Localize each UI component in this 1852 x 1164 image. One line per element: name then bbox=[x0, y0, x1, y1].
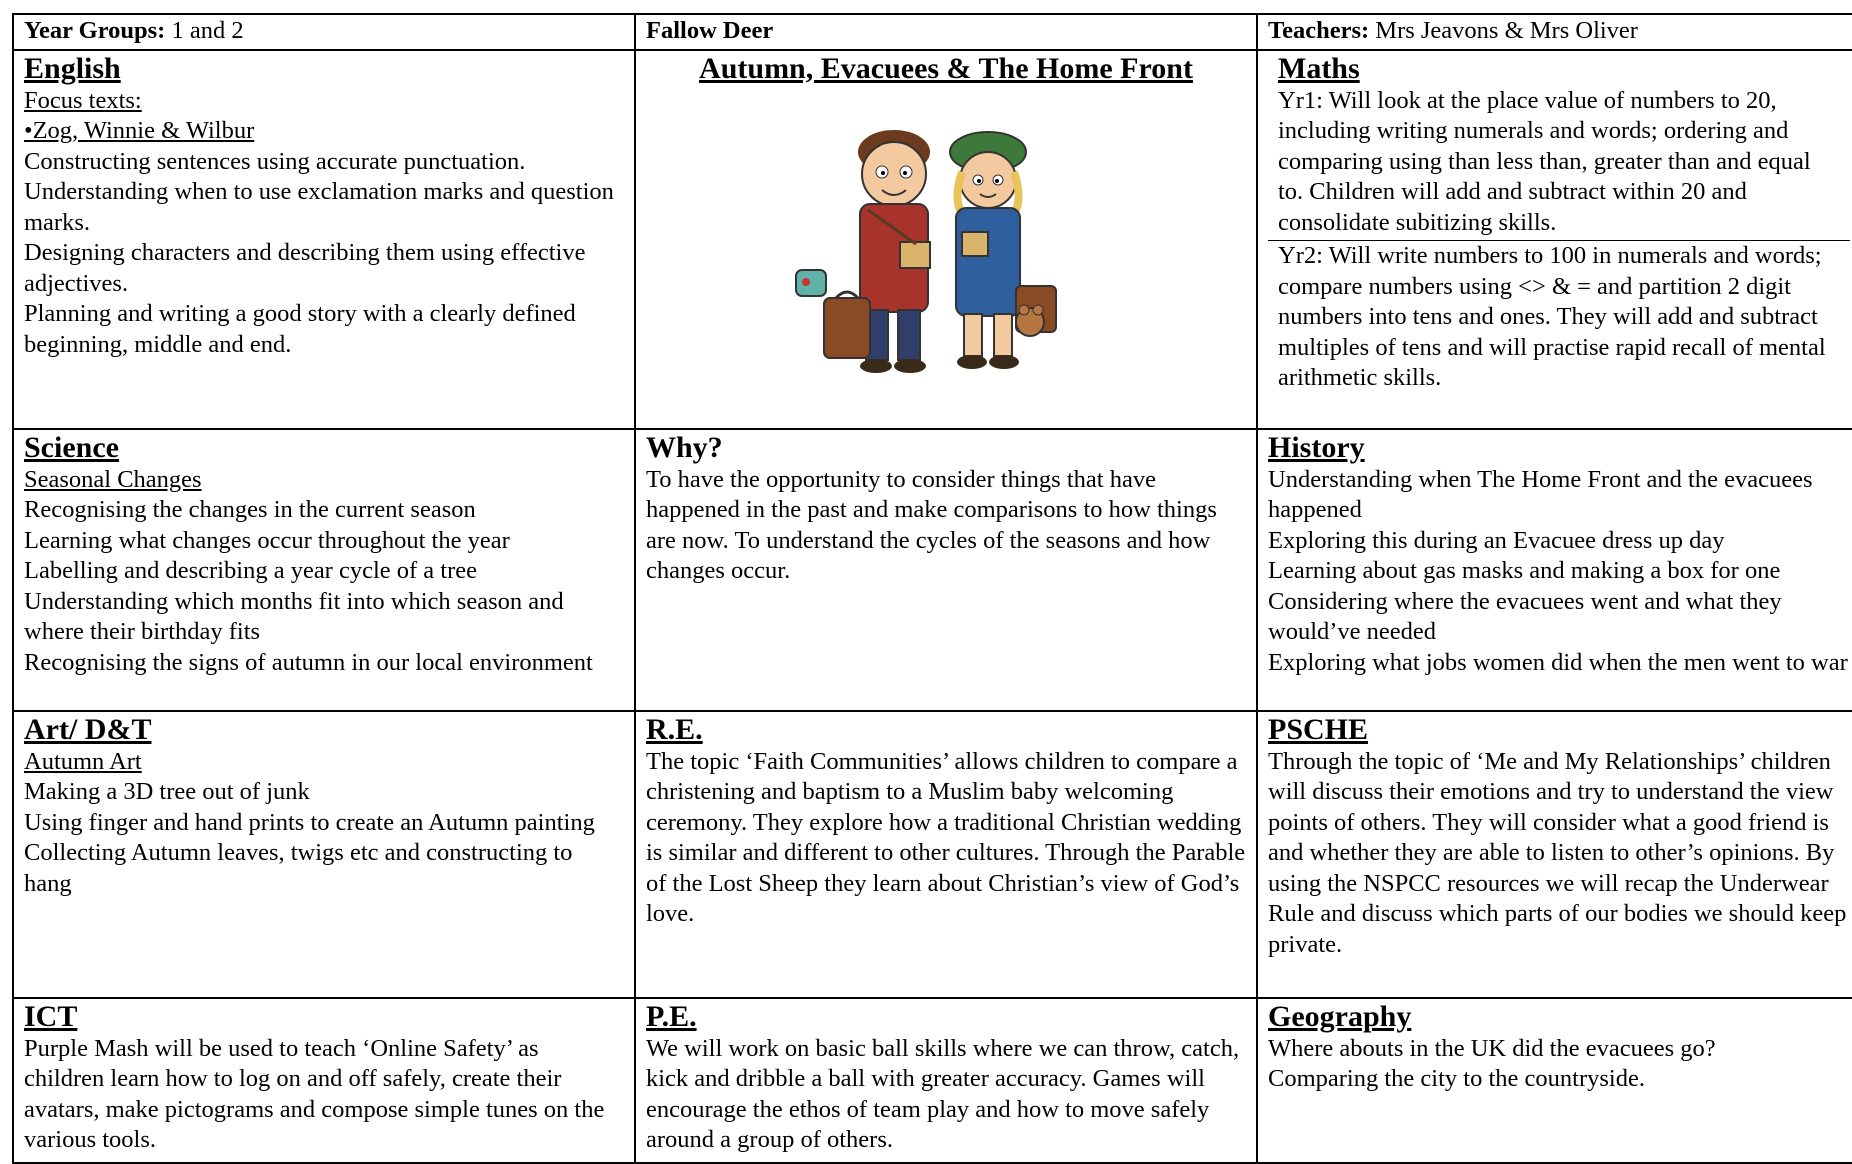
geography-line: Comparing the city to the countryside. bbox=[1268, 1065, 1645, 1092]
science-line: Learning what changes occur throughout the year bbox=[24, 526, 510, 554]
history-line: Exploring this during an Evacuee dress up day bbox=[1268, 526, 1725, 554]
re-title: R.E. bbox=[646, 712, 703, 746]
re-cell bbox=[635, 711, 1257, 998]
history-line: Understanding when The Home Front and the evacuees happened bbox=[1268, 465, 1813, 523]
topic-illustration bbox=[646, 86, 1246, 426]
science-sub: Seasonal Changes bbox=[24, 465, 202, 493]
english-line: Planning and writing a good story with a clearly defined beginning, middle and end. bbox=[24, 300, 576, 358]
maths-yr2-text: Yr2: Will write numbers to 100 in numerals and words; compare numbers using <> & = and partition 2 digit numbers into tens and ones. They will add and subtract multiples of tens and will practise rapid recall of mental arithmetic skills. bbox=[1278, 242, 1826, 391]
science-line: Recognising the signs of autumn in our local environment bbox=[24, 648, 593, 676]
english-focus-label: Focus texts: bbox=[24, 86, 142, 114]
science-line: Understanding which months fit into which season and where their birthday fits bbox=[24, 587, 564, 645]
row-art-re-psche bbox=[13, 711, 1852, 998]
pe-cell bbox=[635, 998, 1257, 1163]
evacuee-children-illustration bbox=[646, 92, 1246, 392]
year-groups-cell bbox=[13, 14, 635, 50]
english-title: English bbox=[24, 51, 121, 85]
teachers-cell bbox=[1257, 14, 1852, 50]
re-text: The topic ‘Faith Communities’ allows children to compare a christening and baptism to a Muslim baby welcoming ceremony. They explore how a traditional Christian wedding is similar and different to other cultures. Through the Parable of the Lost Sheep they learn about Christian’s view of God’s love. bbox=[646, 747, 1246, 927]
english-focus-item: •Zog, Winnie & Wilbur bbox=[24, 117, 255, 144]
science-line: Recognising the changes in the current season bbox=[24, 496, 476, 523]
maths-yr1-text: Yr1: Will look at the place value of numbers to 20, including writing numerals and words; ordering and comparing using than less than, greater than and equal to. Children will add and subtract within 20 and consolidate subitizing skills. bbox=[1278, 86, 1811, 236]
science-title: Science bbox=[24, 430, 119, 464]
ict-title: ICT bbox=[24, 999, 78, 1033]
girl-figure bbox=[950, 132, 1056, 369]
boy-figure bbox=[796, 130, 930, 373]
topic-cell bbox=[635, 50, 1257, 429]
history-line: Exploring what jobs women did when the men went to war bbox=[1268, 648, 1848, 676]
why-cell bbox=[635, 429, 1257, 711]
science-cell bbox=[13, 429, 635, 711]
geography-line: Where abouts in the UK did the evacuees go? bbox=[1268, 1034, 1716, 1062]
maths-cell bbox=[1257, 50, 1852, 429]
english-line: Constructing sentences using accurate punctuation. bbox=[24, 147, 526, 175]
row-english-topic-maths bbox=[13, 50, 1852, 429]
history-cell bbox=[1257, 429, 1852, 711]
maths-title: Maths bbox=[1278, 51, 1360, 85]
teachers-label: Teachers: bbox=[1268, 17, 1370, 44]
psche-text: Through the topic of ‘Me and My Relationships’ children will discuss their emotions and try to understand the view points of others. They will consider what a good friend is and whether they are able to listen to other’s opinions. By using the NSPCC resources we will recap the Underwear Rule and discuss which parts of our bodies we should keep private. bbox=[1268, 747, 1847, 958]
class-name: Fallow Deer bbox=[646, 17, 774, 44]
history-title: History bbox=[1268, 430, 1365, 464]
row-ict-pe-geography bbox=[13, 998, 1852, 1163]
art-line: Collecting Autumn leaves, twigs etc and constructing to hang bbox=[24, 839, 573, 897]
maths-yr2-section bbox=[1268, 240, 1850, 394]
ict-text: Purple Mash will be used to teach ‘Online Safety’ as children learn how to log on and off safely, create their avatars, make pictograms and compose simple tunes on the various tools. bbox=[24, 1034, 605, 1153]
year-groups-value: 1 and 2 bbox=[171, 17, 244, 44]
curriculum-grid bbox=[12, 13, 1852, 1164]
english-cell bbox=[13, 50, 635, 429]
history-line: Considering where the evacuees went and what they would’ve needed bbox=[1268, 587, 1782, 645]
row-science-why-history bbox=[13, 429, 1852, 711]
geography-cell bbox=[1257, 998, 1852, 1163]
art-line: Using finger and hand prints to create an Autumn painting bbox=[24, 808, 595, 836]
history-line: Learning about gas masks and making a box for one bbox=[1268, 557, 1781, 584]
pe-title: P.E. bbox=[646, 999, 697, 1033]
english-line: Designing characters and describing them using effective adjectives. bbox=[24, 239, 586, 297]
why-text: To have the opportunity to consider things that have happened in the past and make comparisons to how things are now. To understand the cycles of the seasons and how changes occur. bbox=[646, 465, 1217, 584]
geography-title: Geography bbox=[1268, 999, 1412, 1033]
ict-cell bbox=[13, 998, 635, 1163]
art-sub: Autumn Art bbox=[24, 747, 142, 775]
psche-cell bbox=[1257, 711, 1852, 998]
header-row bbox=[13, 14, 1852, 50]
science-line: Labelling and describing a year cycle of a tree bbox=[24, 557, 478, 584]
teachers-value: Mrs Jeavons & Mrs Oliver bbox=[1375, 17, 1638, 44]
art-line: Making a 3D tree out of junk bbox=[24, 778, 310, 805]
why-title: Why? bbox=[646, 430, 723, 464]
art-title: Art/ D&T bbox=[24, 712, 152, 746]
pe-text: We will work on basic ball skills where we can throw, catch, kick and dribble a ball with greater accuracy. Games will encourage the ethos of team play and how to move safely around a group of others. bbox=[646, 1034, 1240, 1153]
english-line: Understanding when to use exclamation marks and question marks. bbox=[24, 178, 614, 236]
year-groups-label: Year Groups: bbox=[24, 17, 166, 44]
topic-title: Autumn, Evacuees & The Home Front bbox=[699, 51, 1193, 85]
psche-title: PSCHE bbox=[1268, 712, 1369, 746]
class-name-cell bbox=[635, 14, 1257, 50]
art-cell bbox=[13, 711, 635, 998]
